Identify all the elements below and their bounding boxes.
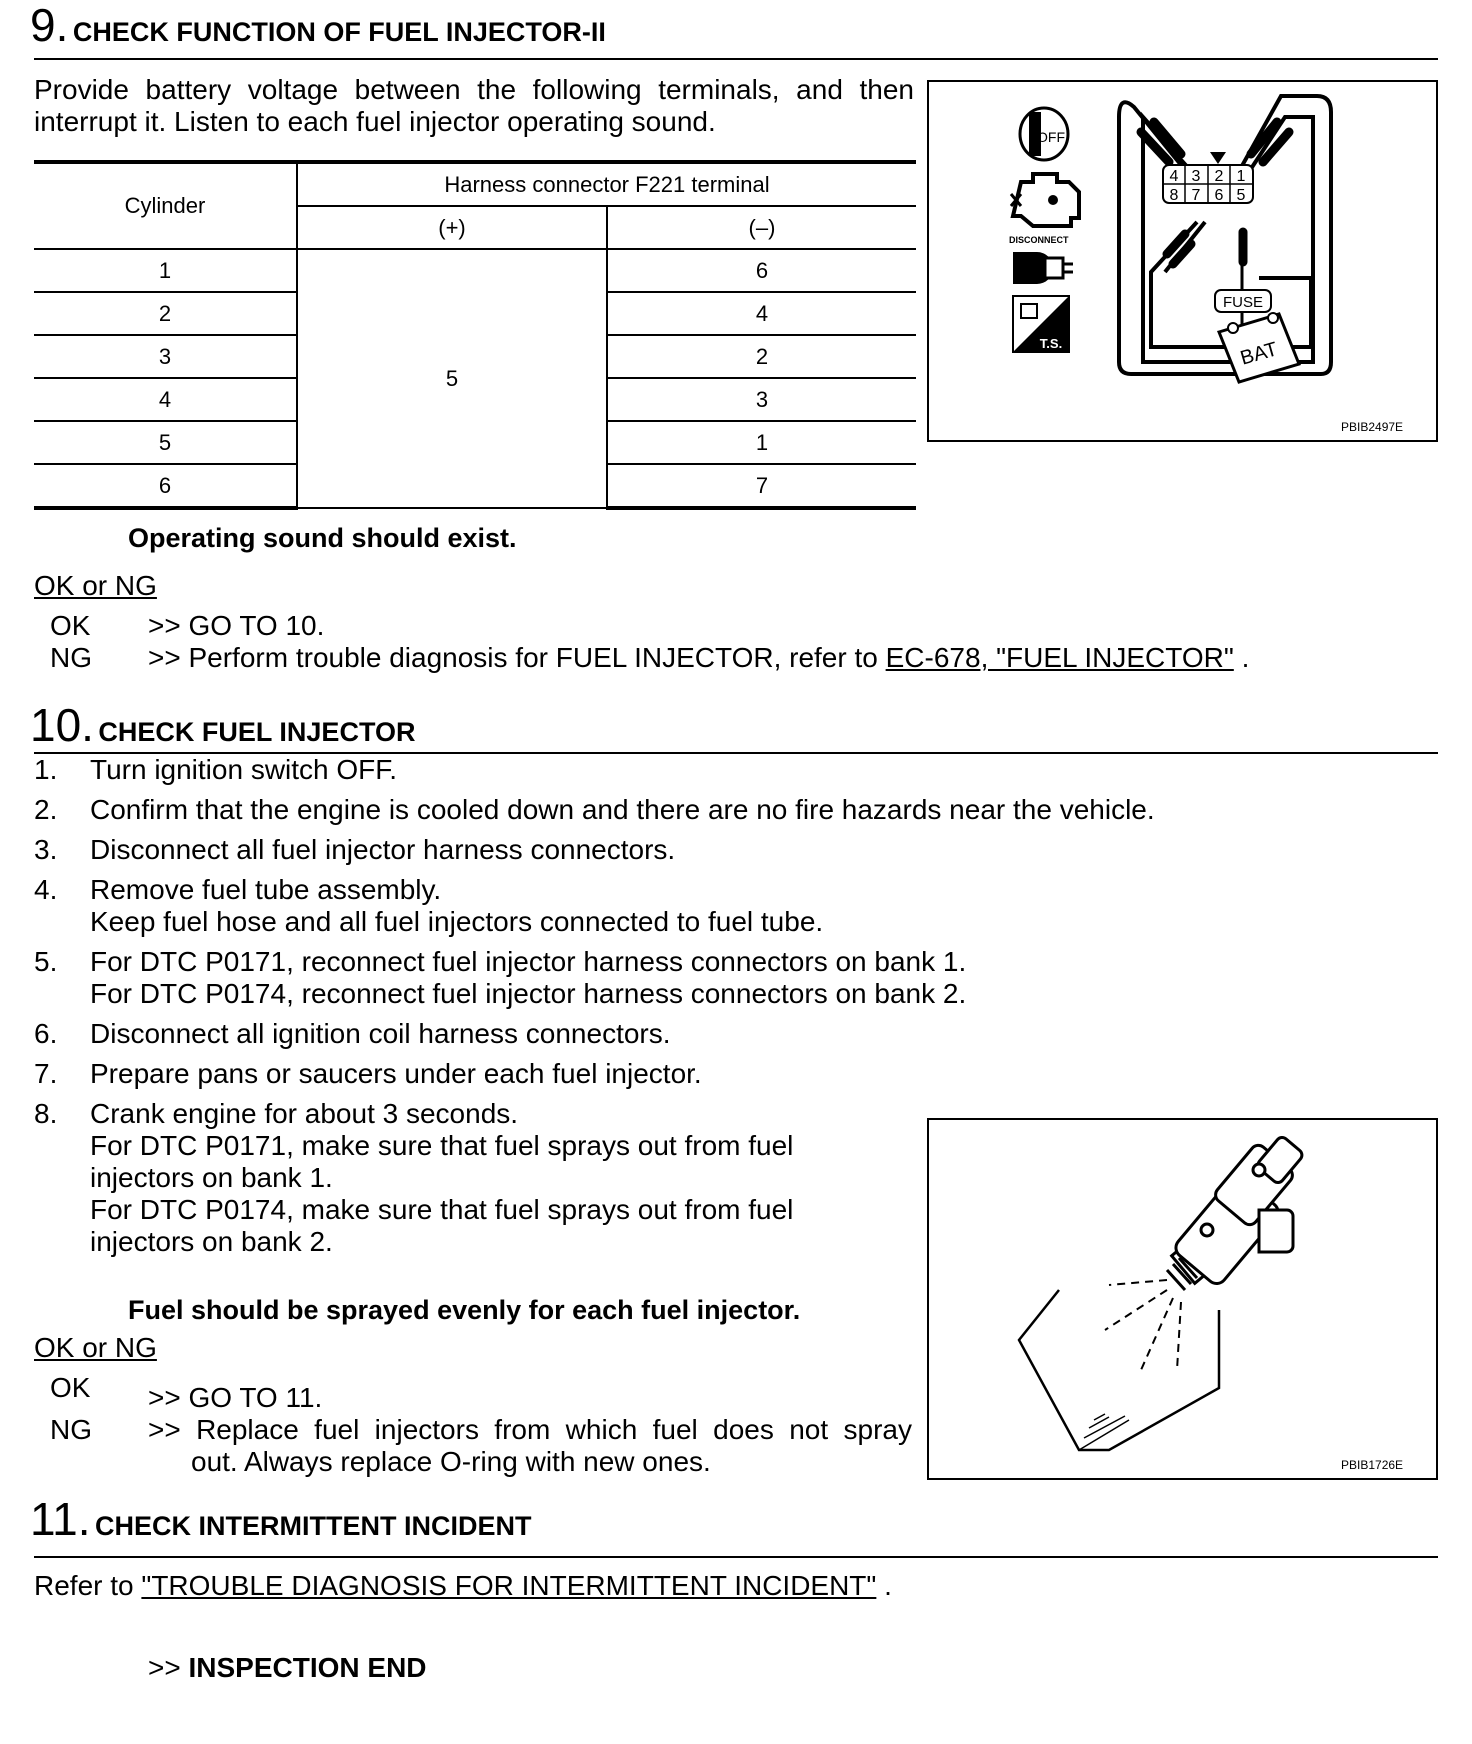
minus-terminal-cell: 3: [607, 378, 916, 421]
pin-label: 6: [1214, 187, 1224, 204]
step10-title: CHECK FUEL INJECTOR: [98, 717, 416, 747]
ignition-key-icon: [1020, 108, 1068, 160]
item-text: Prepare pans or saucers under each fuel injector.: [90, 1058, 702, 1089]
wiring-diagram: [929, 82, 1436, 440]
col-group-header: Harness connector F221 terminal: [297, 162, 916, 206]
cylinder-cell: 6: [34, 464, 297, 508]
pin-label: 2: [1214, 168, 1224, 185]
step9-intro-line2: interrupt it. Listen to each fuel injector operating sound.: [34, 106, 716, 137]
cylinder-cell: 2: [34, 292, 297, 335]
step9-intro: [34, 74, 914, 138]
item-number: 5.: [34, 946, 58, 977]
step11-refer: [34, 1570, 892, 1602]
pin-label: 3: [1191, 168, 1201, 185]
item-number: 6.: [34, 1018, 58, 1049]
minus-terminal-cell: 1: [607, 421, 916, 464]
fuel-injector-link[interactable]: EC-678, "FUEL INJECTOR": [885, 642, 1234, 673]
step9-ok-text: >> GO TO 10.: [148, 610, 325, 641]
step11-rule: [34, 1556, 1438, 1558]
end-text: INSPECTION END: [188, 1652, 427, 1683]
minus-terminal-cell: 6: [607, 249, 916, 292]
cylinder-cell: 3: [34, 335, 297, 378]
harness-table: [34, 160, 916, 510]
step9-rule: [34, 58, 1438, 60]
step11-title: CHECK INTERMITTENT INCIDENT: [95, 1511, 532, 1541]
col-minus-header: (–): [607, 206, 916, 249]
minus-terminal-cell: 7: [607, 464, 916, 508]
step11-heading: [30, 1493, 532, 1545]
pin-label: 4: [1169, 168, 1179, 185]
step10-spec: Fuel should be sprayed evenly for each fuel injector.: [128, 1295, 801, 1325]
item-number: 3.: [34, 834, 58, 865]
step10-heading: [30, 699, 416, 751]
minus-terminal-cell: 4: [607, 292, 916, 335]
item-text: Confirm that the engine is cooled down and there are no fire hazards near the vehicle.: [90, 794, 1155, 825]
cylinder-cell: 1: [34, 249, 297, 292]
item-number: 2.: [34, 794, 58, 825]
item-text: For DTC P0171, make sure that fuel sprays out from fuel: [90, 1130, 794, 1161]
ts-label: T.S.: [1039, 336, 1063, 351]
intermittent-incident-link[interactable]: "TROUBLE DIAGNOSIS FOR INTERMITTENT INCIDENT": [141, 1570, 877, 1601]
step10-ok-text: >> GO TO 11.: [148, 1382, 323, 1413]
step9-intro-line1: Provide battery voltage between the following terminals, and then: [34, 74, 914, 105]
item-text: Keep fuel hose and all fuel injectors connected to fuel tube.: [90, 906, 824, 937]
injector-diagram: [929, 1120, 1436, 1478]
fuse-label: FUSE: [1222, 294, 1264, 311]
step9-ng-line: [148, 642, 1249, 674]
item-number: 1.: [34, 754, 58, 785]
step9-title: CHECK FUNCTION OF FUEL INJECTOR-II: [72, 17, 606, 47]
step10-ok-label: OK: [50, 1372, 91, 1403]
item-text: Crank engine for about 3 seconds.: [90, 1098, 519, 1129]
step9-heading: [30, 0, 606, 51]
step10-ng-label: NG: [50, 1414, 92, 1445]
pin-label: 7: [1191, 187, 1201, 204]
step9-ok-ng-label: OK or NG: [34, 570, 157, 601]
step9-number: 9.: [30, 0, 69, 51]
table-row: [34, 249, 916, 292]
pin-label: 8: [1169, 187, 1179, 204]
figure-code: PBIB2497E: [1341, 420, 1404, 434]
refer-suffix: .: [876, 1570, 892, 1601]
step9-ok-label: OK: [50, 610, 91, 641]
step9-ng-text: >> Perform trouble diagnosis for FUEL INJECTOR, refer to: [148, 642, 886, 673]
step9-ng-label: NG: [50, 642, 92, 673]
disconnect-label: DISCONNECT: [1009, 235, 1069, 245]
refer-prefix: Refer to: [34, 1570, 142, 1601]
disconnect-icon: [1013, 252, 1073, 284]
step11-number: 11.: [30, 1493, 91, 1545]
col-plus-header: (+): [297, 206, 607, 249]
pin-label: 1: [1236, 168, 1246, 185]
step10-ng-text-2: out. Always replace O-ring with new ones.: [191, 1446, 711, 1477]
minus-terminal-cell: 2: [607, 335, 916, 378]
item-number: 8.: [34, 1098, 58, 1129]
item-text: injectors on bank 1.: [90, 1162, 333, 1193]
item-text: For DTC P0171, reconnect fuel injector harness connectors on bank 1.: [90, 946, 967, 977]
item-text: Disconnect all ignition coil harness connectors.: [90, 1018, 671, 1049]
fuel-injector: [1167, 1135, 1304, 1290]
step9-ng-suffix: .: [1233, 642, 1250, 673]
cylinder-cell: 4: [34, 378, 297, 421]
item-text: injectors on bank 2.: [90, 1226, 333, 1257]
pin-label: 5: [1236, 187, 1246, 204]
injector-figure: [927, 1118, 1438, 1480]
engine-icon: [1011, 174, 1079, 226]
item-text: Disconnect all fuel injector harness connectors.: [90, 834, 676, 865]
inspection-end: [148, 1652, 427, 1684]
step9-spec: Operating sound should exist.: [128, 523, 517, 553]
plus-terminal-cell: 5: [297, 249, 607, 508]
item-number: 7.: [34, 1058, 58, 1089]
item-number: 4.: [34, 874, 58, 905]
item-text: For DTC P0174, make sure that fuel sprays out from fuel: [90, 1194, 794, 1225]
item-text: Remove fuel tube assembly.: [90, 874, 442, 905]
step10-ng-text-1: >> Replace fuel injectors from which fuel does not spray: [148, 1414, 912, 1445]
step10-ok-ng-label: OK or NG: [34, 1332, 157, 1363]
end-prefix: >>: [148, 1652, 189, 1683]
battery: [1219, 313, 1299, 382]
cylinder-cell: 5: [34, 421, 297, 464]
col-cylinder-header: Cylinder: [34, 162, 297, 249]
bat-label: BAT: [1237, 338, 1281, 370]
item-text: For DTC P0174, reconnect fuel injector harness connectors on bank 2.: [90, 978, 967, 1009]
off-label: OFF: [1037, 129, 1065, 145]
item-text: Turn ignition switch OFF.: [90, 754, 398, 785]
figure-code: PBIB1726E: [1341, 1458, 1404, 1472]
tester-icon: [1013, 296, 1069, 352]
wiring-figure: [927, 80, 1438, 442]
step10-number: 10.: [30, 699, 94, 751]
